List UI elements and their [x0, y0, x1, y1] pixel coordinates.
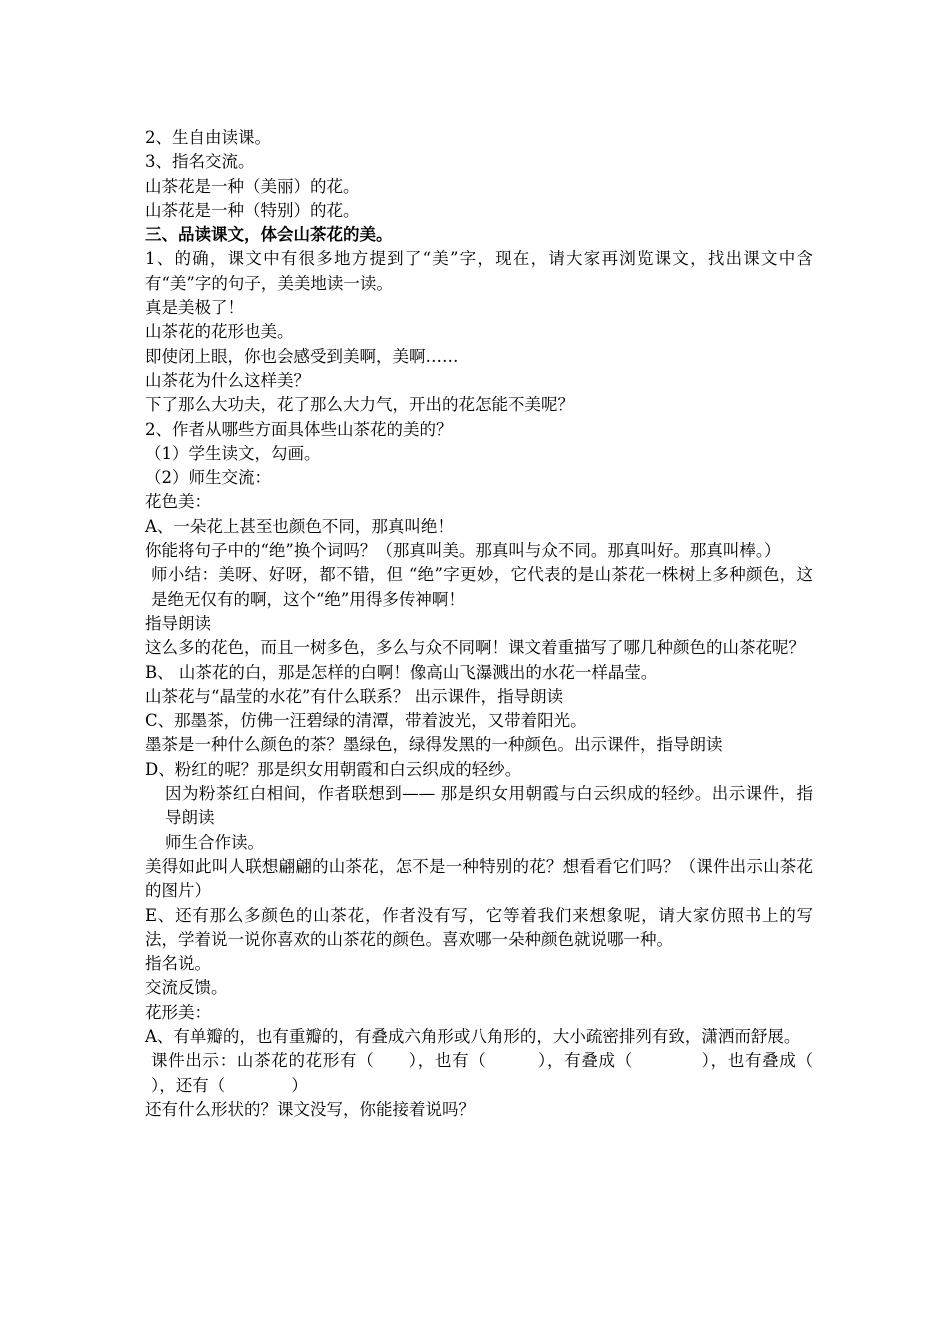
text-line: A、有单瓣的，也有重瓣的，有叠成六角形或八角形的，大小疏密排列有致，潇洒而舒展。 [145, 1026, 801, 1046]
section-heading: 三、品读课文，体会山茶花的美。 [145, 225, 393, 245]
text-line: 墨茶是一种什么颜色的茶？墨绿色，绿得发黑的一种颜色。出示课件，指导朗读 [145, 735, 723, 755]
text-line: 2、作者从哪些方面具体些山茶花的美的？ [145, 419, 453, 439]
text-line: 真是美极了！ [145, 298, 244, 318]
text-line: 花色美： [145, 492, 211, 512]
text-line: D、粉红的呢？那是织女用朝霞和白云织成的轻纱。 [145, 759, 522, 779]
text-line: E、还有那么多颜色的山茶花，作者没有写，它等着我们来想象呢，请大家仿照书上的写法，学着说一说你喜欢的山茶花的颜色。喜欢哪一朵种颜色就说哪一种。 [145, 905, 813, 949]
text-line: B、 山茶花的白，那是怎样的白啊！像高山飞瀑溅出的水花一样晶莹。 [145, 662, 658, 682]
text-line: 3、指名交流。 [145, 152, 255, 172]
text-line: 指导朗读 [145, 613, 211, 633]
text-line: 师生合作读。 [165, 832, 264, 852]
text-line: 山茶花是一种（美丽）的花。 [145, 176, 360, 196]
text-line: 指名说。 [145, 954, 211, 974]
text-line: 2、生自由读课。 [145, 128, 271, 147]
text-line: 山茶花的花形也美。 [145, 322, 294, 342]
text-line: 山茶花为什么这样美？ [145, 370, 310, 390]
text-line: 山茶花是一种（特别）的花。 [145, 200, 360, 220]
text-line: （1）学生读文，勾画。 [145, 443, 321, 463]
text-line: C、那墨茶，仿佛一汪碧绿的清潭，带着波光，又带着阳光。 [145, 711, 587, 731]
text-line: 下了那么大功夫，花了那么大力气，开出的花怎能不美呢？ [145, 395, 574, 415]
text-line: 这么多的花色，而且一树多色，多么与众不同啊！课文着重描写了哪几种颜色的山茶花呢？ [145, 638, 805, 658]
text-line: 交流反馈。 [145, 978, 228, 998]
document-body [145, 126, 846, 1122]
text-line: 因为粉茶红白相间，作者联想到—— 那是织女用朝霞与白云织成的轻纱。出示课件，指导朗读 [165, 784, 813, 828]
text-line: 即使闭上眼，你也会感受到美啊，美啊…… [145, 346, 459, 366]
text-line: 山茶花与“晶莹的水花”有什么联系？ 出示课件，指导朗读 [145, 686, 564, 706]
text-line: 课件出示：山茶花的花形有（ ），也有（ ），有叠成（ ），也有叠成（ ），还有（ ） [151, 1051, 846, 1095]
text-line: 花形美： [145, 1002, 211, 1022]
text-line: 1、的确，课文中有很多地方提到了“美”字，现在，请大家再浏览课文，找出课文中含有“美”字的句子，美美地读一读。 [145, 249, 813, 293]
text-line: 美得如此叫人联想翩翩的山茶花，怎不是一种特别的花？想看看它们吗？（课件出示山茶花的图片） [145, 856, 813, 901]
text-line: 你能将句子中的“绝”换个词吗？（那真叫美。那真叫与众不同。那真叫好。那真叫棒。） [145, 541, 781, 561]
text-line: A、一朵花上甚至也颜色不同，那真叫绝！ [145, 516, 454, 536]
text-line: （2）师生交流： [145, 468, 271, 488]
text-line: 师小结：美呀、好呀，都不错，但 “绝”字更妙，它代表的是山茶花一株树上多种颜色，这是绝无仅有的啊，这个“绝”用得多传神啊！ [151, 565, 813, 609]
text-line: 还有什么形状的？课文没写，你能接着说吗？ [145, 1099, 475, 1119]
